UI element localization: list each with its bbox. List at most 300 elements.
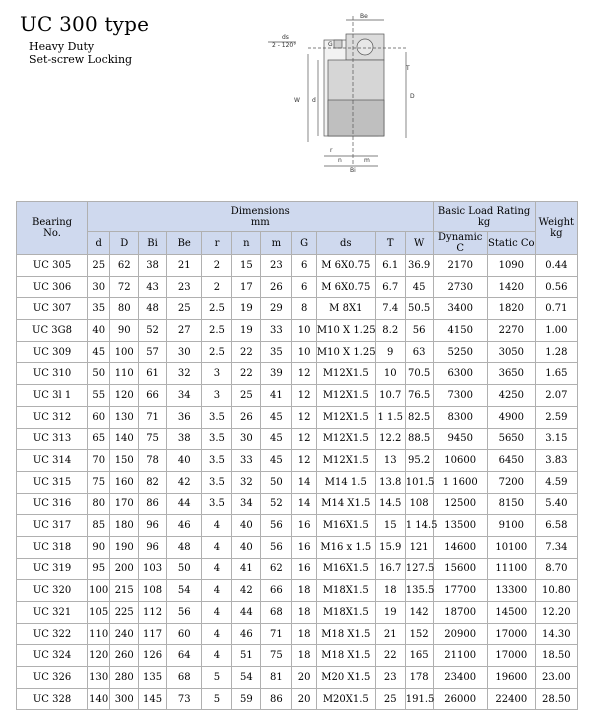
cell-be: 73 <box>166 688 202 710</box>
cell-m: 35 <box>261 341 292 363</box>
cell-w: 121 <box>405 536 433 558</box>
header-load-label: Basic Load Rating <box>437 205 531 217</box>
cell-d: 100 <box>88 580 110 602</box>
cell-bi: 96 <box>139 536 167 558</box>
cell-big-d: 72 <box>110 276 139 298</box>
cell-t: 25 <box>375 688 405 710</box>
cell-g: 12 <box>292 428 316 450</box>
cell-big-d: 170 <box>110 493 139 515</box>
cell-t: 21 <box>375 623 405 645</box>
drawing-label-big-d: D <box>410 93 415 100</box>
col-header: T <box>375 232 405 255</box>
cell-bearing-no: UC 321 <box>17 602 88 624</box>
table-row <box>17 450 578 472</box>
cell-bearing-no: UC 310 <box>17 363 88 385</box>
cell-ds: M10 X 1.25 <box>316 320 375 342</box>
cell-bi: 61 <box>139 363 167 385</box>
cell-weight: 5.40 <box>535 493 577 515</box>
cell-be: 46 <box>166 515 202 537</box>
cell-m: 56 <box>261 536 292 558</box>
cell-be: 42 <box>166 471 202 493</box>
header-dimensions-unit: mm <box>250 216 270 228</box>
cell-be: 50 <box>166 558 202 580</box>
header-basic-load-rating <box>433 202 535 232</box>
cell-g: 14 <box>292 493 316 515</box>
cell-weight: 0.71 <box>535 298 577 320</box>
cell-big-d: 80 <box>110 298 139 320</box>
drawing-label-w: W <box>294 97 300 104</box>
cell-r: 5 <box>202 667 232 689</box>
drawing-label-n: n <box>338 157 342 164</box>
cell-n: 33 <box>232 450 261 472</box>
cell-big-d: 200 <box>110 558 139 580</box>
cell-weight: 23.00 <box>535 667 577 689</box>
cell-m: 86 <box>261 688 292 710</box>
cell-m: 41 <box>261 385 292 407</box>
cell-t: 16.7 <box>375 558 405 580</box>
cell-w: 191.5 <box>405 688 433 710</box>
cell-bi: 145 <box>139 688 167 710</box>
cell-m: 68 <box>261 602 292 624</box>
subtitle-heavy-duty: Heavy Duty <box>29 40 95 53</box>
cell-r: 4 <box>202 623 232 645</box>
cell-g: 12 <box>292 363 316 385</box>
cell-g: 12 <box>292 385 316 407</box>
cell-be: 68 <box>166 667 202 689</box>
cell-be: 30 <box>166 341 202 363</box>
cell-weight: 8.70 <box>535 558 577 580</box>
cell-g: 6 <box>292 255 316 277</box>
cell-static-co: 7200 <box>487 471 535 493</box>
cell-w: 70.5 <box>405 363 433 385</box>
cell-weight: 1.65 <box>535 363 577 385</box>
cell-weight: 6.58 <box>535 515 577 537</box>
table-row <box>17 558 578 580</box>
cell-n: 46 <box>232 623 261 645</box>
cell-d: 45 <box>88 341 110 363</box>
cell-dynamic-c: 21100 <box>433 645 487 667</box>
cell-dynamic-c: 4150 <box>433 320 487 342</box>
cell-m: 62 <box>261 558 292 580</box>
cell-big-d: 90 <box>110 320 139 342</box>
cell-bearing-no: UC 316 <box>17 493 88 515</box>
cell-r: 5 <box>202 688 232 710</box>
cell-ds: M16X1.5 <box>316 558 375 580</box>
cell-big-d: 120 <box>110 385 139 407</box>
cell-be: 56 <box>166 602 202 624</box>
cell-bearing-no: UC 328 <box>17 688 88 710</box>
cell-t: 7.4 <box>375 298 405 320</box>
cell-dynamic-c: 2730 <box>433 276 487 298</box>
cell-bearing-no: UC 306 <box>17 276 88 298</box>
cell-big-d: 225 <box>110 602 139 624</box>
cell-bi: 66 <box>139 385 167 407</box>
table-row <box>17 667 578 689</box>
table-row <box>17 688 578 710</box>
cell-w: 63 <box>405 341 433 363</box>
cell-bi: 48 <box>139 298 167 320</box>
cell-w: 88.5 <box>405 428 433 450</box>
cell-m: 45 <box>261 450 292 472</box>
cell-r: 4 <box>202 645 232 667</box>
cell-t: 13.8 <box>375 471 405 493</box>
drawing-label-be: Be <box>360 13 368 20</box>
cell-dynamic-c: 5250 <box>433 341 487 363</box>
cell-t: 6.1 <box>375 255 405 277</box>
drawing-label-r: r <box>330 147 333 154</box>
cell-w: 135.5 <box>405 580 433 602</box>
cell-n: 22 <box>232 363 261 385</box>
cell-n: 25 <box>232 385 261 407</box>
table-body <box>17 255 578 710</box>
cell-t: 12.2 <box>375 428 405 450</box>
cell-dynamic-c: 26000 <box>433 688 487 710</box>
cell-n: 26 <box>232 406 261 428</box>
cell-dynamic-c: 10600 <box>433 450 487 472</box>
cell-bi: 112 <box>139 602 167 624</box>
cell-dynamic-c: 18700 <box>433 602 487 624</box>
cell-ds: M20X1.5 <box>316 688 375 710</box>
cell-g: 18 <box>292 602 316 624</box>
cell-dynamic-c: 17700 <box>433 580 487 602</box>
table-row <box>17 623 578 645</box>
drawing-label-g: G <box>328 41 333 48</box>
cell-bi: 52 <box>139 320 167 342</box>
cell-d: 50 <box>88 363 110 385</box>
table-row <box>17 471 578 493</box>
cell-w: 127.5 <box>405 558 433 580</box>
cell-n: 54 <box>232 667 261 689</box>
table-row <box>17 320 578 342</box>
cell-be: 60 <box>166 623 202 645</box>
cell-dynamic-c: 9450 <box>433 428 487 450</box>
cell-d: 120 <box>88 645 110 667</box>
cell-m: 52 <box>261 493 292 515</box>
cell-w: 101.5 <box>405 471 433 493</box>
cell-g: 16 <box>292 558 316 580</box>
cell-bearing-no: UC 309 <box>17 341 88 363</box>
cell-bi: 57 <box>139 341 167 363</box>
cell-dynamic-c: 6300 <box>433 363 487 385</box>
cell-dynamic-c: 8300 <box>433 406 487 428</box>
cell-m: 66 <box>261 580 292 602</box>
cell-weight: 4.59 <box>535 471 577 493</box>
cell-be: 25 <box>166 298 202 320</box>
header-bearing-no: Bearing No. <box>17 202 88 255</box>
table-row <box>17 406 578 428</box>
table-row <box>17 428 578 450</box>
cell-bearing-no: UC 312 <box>17 406 88 428</box>
drawing-label-bi: Bi <box>350 167 356 174</box>
cell-w: 142 <box>405 602 433 624</box>
cell-ds: M12X1.5 <box>316 385 375 407</box>
cell-ds: M12X1.5 <box>316 363 375 385</box>
cell-w: 36.9 <box>405 255 433 277</box>
cell-be: 54 <box>166 580 202 602</box>
cell-r: 3 <box>202 363 232 385</box>
cell-g: 20 <box>292 688 316 710</box>
drawing-label-thread: 2 - 120° <box>272 42 297 49</box>
cell-bearing-no: UC 324 <box>17 645 88 667</box>
cell-be: 38 <box>166 428 202 450</box>
cell-big-d: 160 <box>110 471 139 493</box>
cell-dynamic-c: 7300 <box>433 385 487 407</box>
cell-r: 4 <box>202 580 232 602</box>
cell-static-co: 6450 <box>487 450 535 472</box>
col-header: Be <box>166 232 202 255</box>
cell-n: 59 <box>232 688 261 710</box>
cell-ds: M18X1.5 <box>316 580 375 602</box>
subtitle-set-screw-locking: Set-screw Locking <box>29 53 133 66</box>
cell-big-d: 240 <box>110 623 139 645</box>
cell-m: 33 <box>261 320 292 342</box>
cell-n: 41 <box>232 558 261 580</box>
cell-r: 3.5 <box>202 406 232 428</box>
cell-static-co: 9100 <box>487 515 535 537</box>
col-header: D <box>110 232 139 255</box>
cell-static-co: 4250 <box>487 385 535 407</box>
cell-ds: M16X1.5 <box>316 515 375 537</box>
cell-be: 64 <box>166 645 202 667</box>
cell-be: 36 <box>166 406 202 428</box>
header-weight-unit: kg <box>550 228 563 239</box>
cell-dynamic-c: 15600 <box>433 558 487 580</box>
cell-r: 3.5 <box>202 428 232 450</box>
cell-dynamic-c: 23400 <box>433 667 487 689</box>
cell-bi: 78 <box>139 450 167 472</box>
cell-ds: M10 X 1.25 <box>316 341 375 363</box>
cell-d: 85 <box>88 515 110 537</box>
cell-big-d: 140 <box>110 428 139 450</box>
cell-r: 3.5 <box>202 450 232 472</box>
cell-be: 34 <box>166 385 202 407</box>
cell-m: 75 <box>261 645 292 667</box>
header-dimensions-label: Dimensions <box>230 205 290 217</box>
cell-weight: 3.83 <box>535 450 577 472</box>
cell-weight: 18.50 <box>535 645 577 667</box>
drawing-label-ds: ds <box>282 34 289 41</box>
header-static-co: Static Co <box>487 232 535 255</box>
cell-ds: M20 X1.5 <box>316 667 375 689</box>
cell-m: 45 <box>261 406 292 428</box>
cell-m: 26 <box>261 276 292 298</box>
cell-t: 9 <box>375 341 405 363</box>
cell-dynamic-c: 14600 <box>433 536 487 558</box>
cell-w: 50.5 <box>405 298 433 320</box>
cell-big-d: 260 <box>110 645 139 667</box>
cell-bearing-no: UC 322 <box>17 623 88 645</box>
cell-g: 16 <box>292 515 316 537</box>
cell-weight: 7.34 <box>535 536 577 558</box>
cell-ds: M14 X1.5 <box>316 493 375 515</box>
cell-g: 18 <box>292 623 316 645</box>
col-header: W <box>405 232 433 255</box>
cell-d: 35 <box>88 298 110 320</box>
table-row <box>17 298 578 320</box>
cell-w: 152 <box>405 623 433 645</box>
cell-ds: M 6X0.75 <box>316 255 375 277</box>
drawing-label-m: m <box>364 157 370 164</box>
cell-r: 4 <box>202 515 232 537</box>
cell-weight: 12.20 <box>535 602 577 624</box>
cell-big-d: 62 <box>110 255 139 277</box>
col-header: d <box>88 232 110 255</box>
cell-big-d: 110 <box>110 363 139 385</box>
cell-ds: M12X1.5 <box>316 450 375 472</box>
cell-w: 165 <box>405 645 433 667</box>
cell-g: 20 <box>292 667 316 689</box>
cell-ds: M18X1.5 <box>316 602 375 624</box>
cell-bi: 86 <box>139 493 167 515</box>
cell-n: 40 <box>232 515 261 537</box>
cell-bi: 71 <box>139 406 167 428</box>
cell-be: 27 <box>166 320 202 342</box>
cell-r: 4 <box>202 536 232 558</box>
table-row <box>17 580 578 602</box>
cell-n: 19 <box>232 320 261 342</box>
cell-t: 18 <box>375 580 405 602</box>
cell-bearing-no: UC 314 <box>17 450 88 472</box>
cell-ds: M12X1.5 <box>316 428 375 450</box>
cell-be: 23 <box>166 276 202 298</box>
cell-bearing-no: UC 320 <box>17 580 88 602</box>
cell-static-co: 17000 <box>487 623 535 645</box>
cell-m: 71 <box>261 623 292 645</box>
cell-d: 60 <box>88 406 110 428</box>
cell-d: 55 <box>88 385 110 407</box>
cell-weight: 14.30 <box>535 623 577 645</box>
cell-n: 30 <box>232 428 261 450</box>
cell-d: 70 <box>88 450 110 472</box>
cell-d: 65 <box>88 428 110 450</box>
cell-ds: M12X1.5 <box>316 406 375 428</box>
cell-g: 16 <box>292 536 316 558</box>
cell-g: 10 <box>292 341 316 363</box>
cell-bearing-no: UC 3G8 <box>17 320 88 342</box>
cell-m: 56 <box>261 515 292 537</box>
cell-g: 18 <box>292 580 316 602</box>
cell-r: 2 <box>202 276 232 298</box>
cell-bi: 82 <box>139 471 167 493</box>
cell-weight: 0.44 <box>535 255 577 277</box>
cell-r: 3.5 <box>202 471 232 493</box>
cell-bearing-no: UC 315 <box>17 471 88 493</box>
cell-g: 18 <box>292 645 316 667</box>
cell-m: 39 <box>261 363 292 385</box>
cell-static-co: 8150 <box>487 493 535 515</box>
table-row <box>17 255 578 277</box>
cell-bearing-no: UC 326 <box>17 667 88 689</box>
cell-t: 15.9 <box>375 536 405 558</box>
cell-bi: 103 <box>139 558 167 580</box>
cell-t: 10 <box>375 363 405 385</box>
cell-r: 2 <box>202 255 232 277</box>
cell-big-d: 130 <box>110 406 139 428</box>
cell-static-co: 10100 <box>487 536 535 558</box>
cell-w: 82.5 <box>405 406 433 428</box>
cell-dynamic-c: 2170 <box>433 255 487 277</box>
page-title: UC 300 type <box>20 12 150 36</box>
cell-be: 40 <box>166 450 202 472</box>
cell-big-d: 280 <box>110 667 139 689</box>
cell-w: 1 14.5 <box>405 515 433 537</box>
cell-bearing-no: UC 319 <box>17 558 88 580</box>
cell-d: 95 <box>88 558 110 580</box>
cell-bi: 135 <box>139 667 167 689</box>
cell-static-co: 11100 <box>487 558 535 580</box>
table-row <box>17 515 578 537</box>
cell-bi: 117 <box>139 623 167 645</box>
cell-r: 2.5 <box>202 320 232 342</box>
drawing-label-t: T <box>406 65 410 72</box>
header-dynamic-c: Dynamic C <box>433 232 487 255</box>
cell-bearing-no: UC 317 <box>17 515 88 537</box>
cell-big-d: 180 <box>110 515 139 537</box>
cell-r: 4 <box>202 558 232 580</box>
cell-be: 32 <box>166 363 202 385</box>
cell-static-co: 1820 <box>487 298 535 320</box>
cell-g: 12 <box>292 450 316 472</box>
cell-weight: 2.59 <box>535 406 577 428</box>
col-header: n <box>232 232 261 255</box>
cell-w: 178 <box>405 667 433 689</box>
cell-w: 108 <box>405 493 433 515</box>
cell-n: 22 <box>232 341 261 363</box>
cell-static-co: 13300 <box>487 580 535 602</box>
cell-bi: 96 <box>139 515 167 537</box>
cell-be: 21 <box>166 255 202 277</box>
cell-t: 6.7 <box>375 276 405 298</box>
cell-be: 44 <box>166 493 202 515</box>
cell-m: 29 <box>261 298 292 320</box>
cell-bi: 108 <box>139 580 167 602</box>
cell-g: 6 <box>292 276 316 298</box>
cell-n: 40 <box>232 536 261 558</box>
cell-g: 14 <box>292 471 316 493</box>
cell-static-co: 3650 <box>487 363 535 385</box>
cell-w: 45 <box>405 276 433 298</box>
cell-w: 56 <box>405 320 433 342</box>
cell-n: 17 <box>232 276 261 298</box>
cell-weight: 1.28 <box>535 341 577 363</box>
cell-static-co: 1090 <box>487 255 535 277</box>
cell-r: 2.5 <box>202 298 232 320</box>
cell-dynamic-c: 12500 <box>433 493 487 515</box>
cell-static-co: 3050 <box>487 341 535 363</box>
cell-g: 12 <box>292 406 316 428</box>
cell-r: 3.5 <box>202 493 232 515</box>
cell-bearing-no: UC 307 <box>17 298 88 320</box>
cell-t: 15 <box>375 515 405 537</box>
cell-static-co: 5650 <box>487 428 535 450</box>
table-row <box>17 493 578 515</box>
col-header: Bi <box>139 232 167 255</box>
cell-weight: 0.56 <box>535 276 577 298</box>
drawing-label-d: d <box>312 97 316 104</box>
cell-n: 32 <box>232 471 261 493</box>
cell-w: 76.5 <box>405 385 433 407</box>
cell-m: 81 <box>261 667 292 689</box>
cell-n: 34 <box>232 493 261 515</box>
cell-static-co: 1420 <box>487 276 535 298</box>
table-row <box>17 385 578 407</box>
cell-d: 40 <box>88 320 110 342</box>
cell-weight: 2.07 <box>535 385 577 407</box>
cell-m: 45 <box>261 428 292 450</box>
cell-bi: 126 <box>139 645 167 667</box>
cell-n: 44 <box>232 602 261 624</box>
cell-ds: M16 x 1.5 <box>316 536 375 558</box>
